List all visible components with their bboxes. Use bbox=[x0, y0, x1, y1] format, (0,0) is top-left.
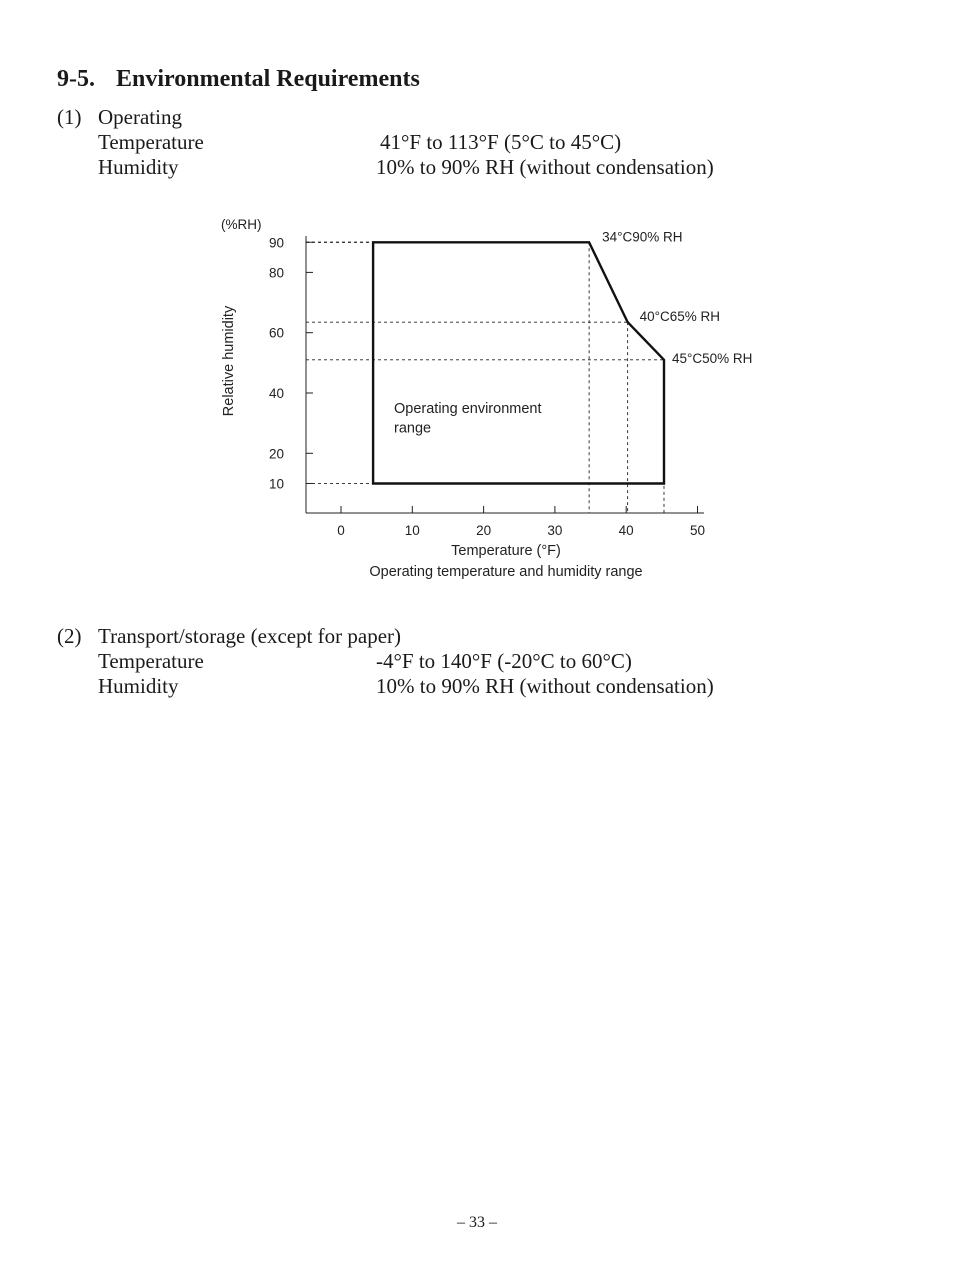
section-number: 9-5. bbox=[57, 66, 95, 92]
region-label: range bbox=[394, 420, 432, 437]
operating-humidity-value: 10% to 90% RH (without condensation) bbox=[376, 155, 714, 179]
y-tick-label: 20 bbox=[268, 446, 284, 462]
storage-humidity-value: 10% to 90% RH (without condensation) bbox=[376, 674, 714, 698]
y-tick-label: 10 bbox=[268, 476, 284, 492]
x-tick-label: 40 bbox=[618, 523, 634, 538]
x-tick-label: 20 bbox=[476, 523, 492, 538]
y-unit-label: (%RH) bbox=[221, 217, 262, 232]
storage-temperature-value: -4°F to 140°F (-20°C to 60°C) bbox=[376, 649, 632, 673]
storage-label: Transport/storage (except for paper) bbox=[98, 624, 402, 648]
operating-region bbox=[373, 242, 664, 483]
x-axis-label: Temperature (°F) bbox=[451, 543, 561, 559]
x-tick-label: 0 bbox=[337, 523, 345, 538]
x-tick-label: 50 bbox=[689, 523, 706, 538]
operating-label: Operating bbox=[98, 105, 182, 129]
vertex-annotation: 34°C90% RH bbox=[602, 229, 683, 245]
region-label: Operating environment bbox=[394, 401, 542, 417]
vertex-annotation: 45°C50% RH bbox=[671, 350, 753, 366]
operating-temperature-label: Temperature bbox=[98, 130, 204, 154]
y-tick-label: 90 bbox=[268, 235, 284, 251]
operating-marker: (1) bbox=[57, 105, 82, 129]
operating-temperature-value: 41°F to 113°F (5°C to 45°C) bbox=[380, 130, 622, 154]
section-title: Environmental Requirements bbox=[116, 66, 420, 92]
page-number: – 33 – bbox=[457, 1214, 497, 1231]
y-tick-label: 60 bbox=[268, 325, 284, 341]
chart-title: Operating temperature and humidity range bbox=[369, 564, 643, 580]
x-tick-label: 30 bbox=[547, 523, 563, 538]
operating-range-chart bbox=[0, 0, 954, 620]
x-tick-label: 10 bbox=[404, 523, 420, 538]
vertex-annotation: 40°C65% RH bbox=[639, 309, 721, 325]
storage-humidity-label: Humidity bbox=[98, 674, 179, 698]
y-axis-label: Relative humidity bbox=[221, 305, 237, 417]
y-tick-label: 40 bbox=[268, 386, 284, 401]
y-tick-label: 80 bbox=[268, 265, 284, 281]
operating-humidity-label: Humidity bbox=[98, 155, 179, 179]
storage-marker: (2) bbox=[57, 624, 82, 648]
storage-temperature-label: Temperature bbox=[98, 649, 204, 673]
